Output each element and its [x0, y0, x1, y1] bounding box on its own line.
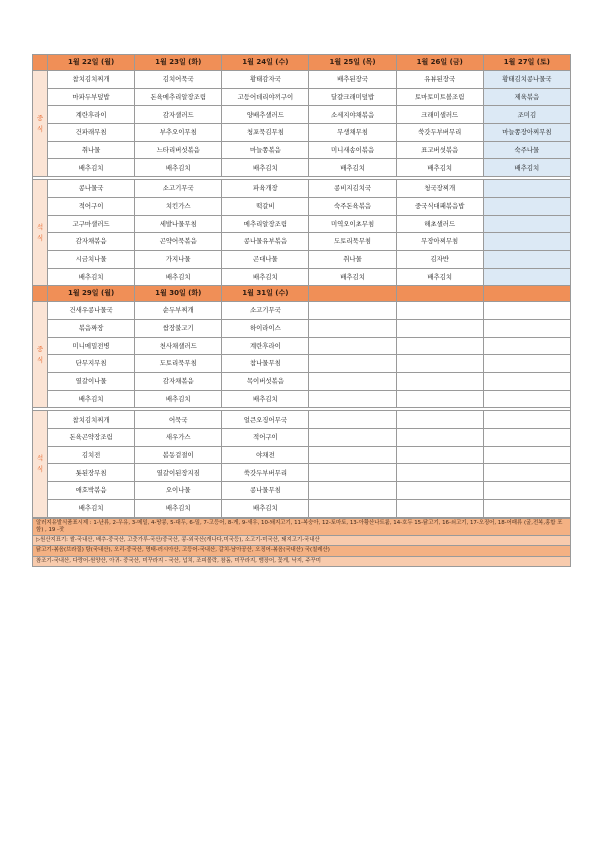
menu-cell	[396, 446, 483, 464]
menu-cell: 취나물	[309, 250, 396, 268]
menu-cell: 소고기무국	[222, 302, 309, 320]
menu-cell: 미니메밀전병	[48, 337, 135, 355]
lunch-row	[33, 302, 571, 320]
menu-cell: 고등어데리야끼구이	[222, 88, 309, 106]
menu-cell: 도토리묵무침	[135, 355, 222, 373]
day-header: 1월 26일 (금)	[396, 55, 483, 71]
menu-cell: 톳된장무침	[48, 464, 135, 482]
menu-cell: 김자반	[396, 250, 483, 268]
menu-cell: 김치어묵국	[135, 71, 222, 89]
menu-cell: 치킨가스	[135, 197, 222, 215]
menu-cell: 적어구이	[48, 197, 135, 215]
origin-note-3: 참조기-국내산, 다랑어-원양산, 아귀- 중국산, 미꾸라지 - 국산, 넙치, 조피볼락, 참돔, 미꾸라지, 뱀장어, 꽃게, 낙지, 주꾸미	[33, 556, 571, 566]
menu-cell: 배추김치	[222, 268, 309, 286]
menu-cell	[483, 302, 570, 320]
menu-cell: 숙주나물	[483, 141, 570, 159]
menu-cell: 황태김치콩나물국	[483, 71, 570, 89]
menu-cell: 배추김치	[483, 159, 570, 177]
menu-cell: 배추김치	[222, 499, 309, 517]
menu-cell: 소세지야채볶음	[309, 106, 396, 124]
menu-cell	[309, 446, 396, 464]
menu-cell	[483, 464, 570, 482]
menu-cell: 배추김치	[396, 268, 483, 286]
menu-cell: 적어구이	[222, 429, 309, 447]
day-header: 1월 27일 (토)	[483, 55, 570, 71]
menu-cell	[309, 482, 396, 500]
menu-cell: 단무지무침	[48, 355, 135, 373]
menu-cell: 열갈이된장지짐	[135, 464, 222, 482]
menu-cell: 콩나물국	[48, 180, 135, 198]
menu-cell: 황태감자국	[222, 71, 309, 89]
menu-cell: 어묵국	[135, 411, 222, 429]
menu-cell: 중국식대패볶음밥	[396, 197, 483, 215]
day-header	[483, 286, 570, 302]
menu-cell: 계란후라이	[48, 106, 135, 124]
menu-cell: 토마토미트볼조림	[396, 88, 483, 106]
dinner-row	[33, 180, 571, 198]
menu-cell: 배추김치	[222, 390, 309, 408]
menu-cell	[396, 499, 483, 517]
lunch-row	[33, 141, 571, 159]
menu-cell	[309, 355, 396, 373]
menu-cell: 참치김치찌개	[48, 71, 135, 89]
header-corner	[33, 286, 48, 302]
menu-cell: 콩나물무침	[222, 482, 309, 500]
menu-cell: 배추된장국	[309, 71, 396, 89]
menu-cell	[396, 390, 483, 408]
menu-cell: 야채전	[222, 446, 309, 464]
menu-cell: 크래미샐러드	[396, 106, 483, 124]
menu-cell: 청포묵김무침	[222, 124, 309, 142]
day-header: 1월 24일 (수)	[222, 55, 309, 71]
menu-cell	[396, 411, 483, 429]
menu-cell: 배추김치	[396, 159, 483, 177]
menu-cell: 조미김	[483, 106, 570, 124]
origin-note-2: 닭고기-볶음(브라질) 탕(국내산), 오리-중국산, 명태-러시아산, 고등어-국내산, 갈치-남아공산, 오징어-볶음(국내산) 국(칠레산)	[33, 546, 571, 556]
menu-cell: 목이버섯볶음	[222, 373, 309, 391]
menu-cell	[483, 319, 570, 337]
day-header: 1월 23일 (화)	[135, 55, 222, 71]
dinner-row	[33, 499, 571, 517]
lunch-row	[33, 337, 571, 355]
day-header	[309, 286, 396, 302]
menu-cell: 천사채샐러드	[135, 337, 222, 355]
allergy-note: 알러지유발식품표시제 : 1-난류, 2-우유, 3-메밀, 4-땅콩, 5-대두, 6-밀, 7-고등어, 8-게, 9-새우, 10-돼지고기, 11-복숭아, 12-토마토, 13-아황산나트륨, 14-호두 15-닭고기, 16-쇠고기, 17-오징어, 18-어패류 (굴,전복,홍합 포함) , 19 -잣	[33, 518, 571, 536]
day-header	[396, 286, 483, 302]
menu-cell: 마늘쫑볶음	[222, 141, 309, 159]
day-header: 1월 25일 (목)	[309, 55, 396, 71]
week1-header-row	[33, 55, 571, 71]
menu-cell: 봄동겉절이	[135, 446, 222, 464]
week2-header-row	[33, 286, 571, 302]
menu-cell	[396, 319, 483, 337]
menu-cell	[309, 464, 396, 482]
menu-cell: 배추김치	[135, 159, 222, 177]
day-header: 1월 30일 (화)	[135, 286, 222, 302]
day-header: 1월 31일 (수)	[222, 286, 309, 302]
menu-cell: 계란후라이	[222, 337, 309, 355]
menu-cell	[309, 499, 396, 517]
menu-cell: 하이라이스	[222, 319, 309, 337]
lunch-row	[33, 88, 571, 106]
menu-cell: 배추김치	[48, 268, 135, 286]
menu-cell: 감자채볶음	[135, 373, 222, 391]
menu-cell: 순두부찌개	[135, 302, 222, 320]
menu-cell	[483, 180, 570, 198]
menu-cell: 김치전	[48, 446, 135, 464]
dinner-row	[33, 215, 571, 233]
menu-cell: 해초샐러드	[396, 215, 483, 233]
lunch-row	[33, 355, 571, 373]
dinner-row	[33, 197, 571, 215]
menu-cell: 제육볶음	[483, 88, 570, 106]
menu-cell: 가지나물	[135, 250, 222, 268]
menu-cell	[309, 411, 396, 429]
menu-cell	[483, 390, 570, 408]
menu-cell	[396, 337, 483, 355]
menu-cell: 고구마샐러드	[48, 215, 135, 233]
menu-cell	[483, 411, 570, 429]
lunch-row	[33, 390, 571, 408]
menu-cell: 파육개장	[222, 180, 309, 198]
menu-cell: 볶음짜장	[48, 319, 135, 337]
dinner-label: 석 식	[33, 180, 48, 286]
menu-cell: 마파두부덮밥	[48, 88, 135, 106]
menu-cell	[483, 268, 570, 286]
menu-cell: 돈육곤약장조림	[48, 429, 135, 447]
menu-cell	[483, 337, 570, 355]
menu-cell: 배추김치	[309, 159, 396, 177]
menu-cell: 새우가스	[135, 429, 222, 447]
dinner-row	[33, 233, 571, 251]
lunch-row	[33, 71, 571, 89]
menu-cell: 소고기무국	[135, 180, 222, 198]
menu-cell	[483, 215, 570, 233]
menu-cell	[396, 429, 483, 447]
menu-cell	[483, 355, 570, 373]
menu-cell	[309, 373, 396, 391]
menu-cell: 세발나물무침	[135, 215, 222, 233]
menu-cell: 건파래무침	[48, 124, 135, 142]
menu-cell: 달걀크래미덮밥	[309, 88, 396, 106]
menu-cell: 열갈이나물	[48, 373, 135, 391]
dinner-label: 석 식	[33, 411, 48, 517]
menu-cell	[483, 197, 570, 215]
menu-cell	[483, 233, 570, 251]
notes-table	[32, 518, 571, 567]
menu-cell: 메추리알장조림	[222, 215, 309, 233]
header-corner	[33, 55, 48, 71]
menu-cell: 미역오이초무침	[309, 215, 396, 233]
dinner-row	[33, 446, 571, 464]
dinner-row	[33, 464, 571, 482]
menu-cell: 시금치나물	[48, 250, 135, 268]
menu-cell: 감자채볶음	[48, 233, 135, 251]
menu-cell	[483, 499, 570, 517]
menu-cell: 콩나물유부볶음	[222, 233, 309, 251]
menu-cell: 얼큰오징어무국	[222, 411, 309, 429]
menu-cell: 돈육메추리알장조림	[135, 88, 222, 106]
menu-cell: 배추김치	[222, 159, 309, 177]
menu-cell: 배추김치	[48, 499, 135, 517]
menu-cell	[396, 373, 483, 391]
menu-cell: 쑥갓두부버무리	[396, 124, 483, 142]
menu-table	[32, 54, 571, 518]
lunch-row	[33, 373, 571, 391]
menu-cell: 양배추샐러드	[222, 106, 309, 124]
lunch-label: 중 식	[33, 71, 48, 177]
menu-cell: 참나물무침	[222, 355, 309, 373]
menu-cell: 도토리묵무침	[309, 233, 396, 251]
menu-cell	[483, 429, 570, 447]
menu-cell: 애호박볶음	[48, 482, 135, 500]
dinner-row	[33, 411, 571, 429]
menu-cell: 무장아찌무침	[396, 233, 483, 251]
menu-cell: 배추김치	[48, 390, 135, 408]
menu-cell	[309, 337, 396, 355]
menu-cell: 곤약어묵볶음	[135, 233, 222, 251]
menu-cell: 오이나물	[135, 482, 222, 500]
menu-cell	[309, 302, 396, 320]
menu-cell: 쑥갓두부버무리	[222, 464, 309, 482]
lunch-row	[33, 106, 571, 124]
menu-cell: 마늘쫑장아찌무침	[483, 124, 570, 142]
menu-cell	[396, 464, 483, 482]
menu-cell: 감자샐러드	[135, 106, 222, 124]
dinner-row	[33, 482, 571, 500]
day-header: 1월 29일 (월)	[48, 286, 135, 302]
menu-cell: 숙주돈육볶음	[309, 197, 396, 215]
lunch-label: 중 식	[33, 302, 48, 408]
menu-cell: 유뷰된장국	[396, 71, 483, 89]
menu-cell: 쌈장불고기	[135, 319, 222, 337]
menu-cell	[483, 250, 570, 268]
menu-cell	[309, 390, 396, 408]
menu-cell: 느타리버섯볶음	[135, 141, 222, 159]
menu-cell	[309, 319, 396, 337]
menu-cell: 표고버섯볶음	[396, 141, 483, 159]
menu-cell: 청국장찌개	[396, 180, 483, 198]
menu-cell: 곤대나물	[222, 250, 309, 268]
menu-cell: 미니새송이볶음	[309, 141, 396, 159]
dinner-row	[33, 429, 571, 447]
meal-plan-sheet	[32, 54, 571, 567]
menu-cell: 배추김치	[135, 390, 222, 408]
lunch-row	[33, 319, 571, 337]
menu-cell: 배추김치	[48, 159, 135, 177]
dinner-row	[33, 268, 571, 286]
day-header: 1월 22일 (월)	[48, 55, 135, 71]
menu-cell	[396, 482, 483, 500]
menu-cell: 무생채무침	[309, 124, 396, 142]
menu-cell	[483, 482, 570, 500]
menu-cell	[396, 355, 483, 373]
menu-cell: 떡갈비	[222, 197, 309, 215]
menu-cell: 취나물	[48, 141, 135, 159]
menu-cell: 배추김치	[135, 499, 222, 517]
menu-cell: 콩비지김치국	[309, 180, 396, 198]
menu-cell	[483, 446, 570, 464]
menu-cell	[396, 302, 483, 320]
dinner-row	[33, 250, 571, 268]
menu-cell: 배추김치	[135, 268, 222, 286]
menu-cell: 참치김치찌개	[48, 411, 135, 429]
menu-cell	[483, 373, 570, 391]
origin-note-1: ▷원산지표기: 쌀-국내산, 배추-중국산, 고춧가루-국산/중국산, 콩-외국산(캐나다,미국등), 소고기-미국산, 돼지고기-국내산	[33, 536, 571, 546]
menu-cell: 건새우콩나물국	[48, 302, 135, 320]
menu-cell: 부추오이무침	[135, 124, 222, 142]
lunch-row	[33, 124, 571, 142]
menu-cell: 배추김치	[309, 268, 396, 286]
lunch-row	[33, 159, 571, 177]
menu-cell	[309, 429, 396, 447]
